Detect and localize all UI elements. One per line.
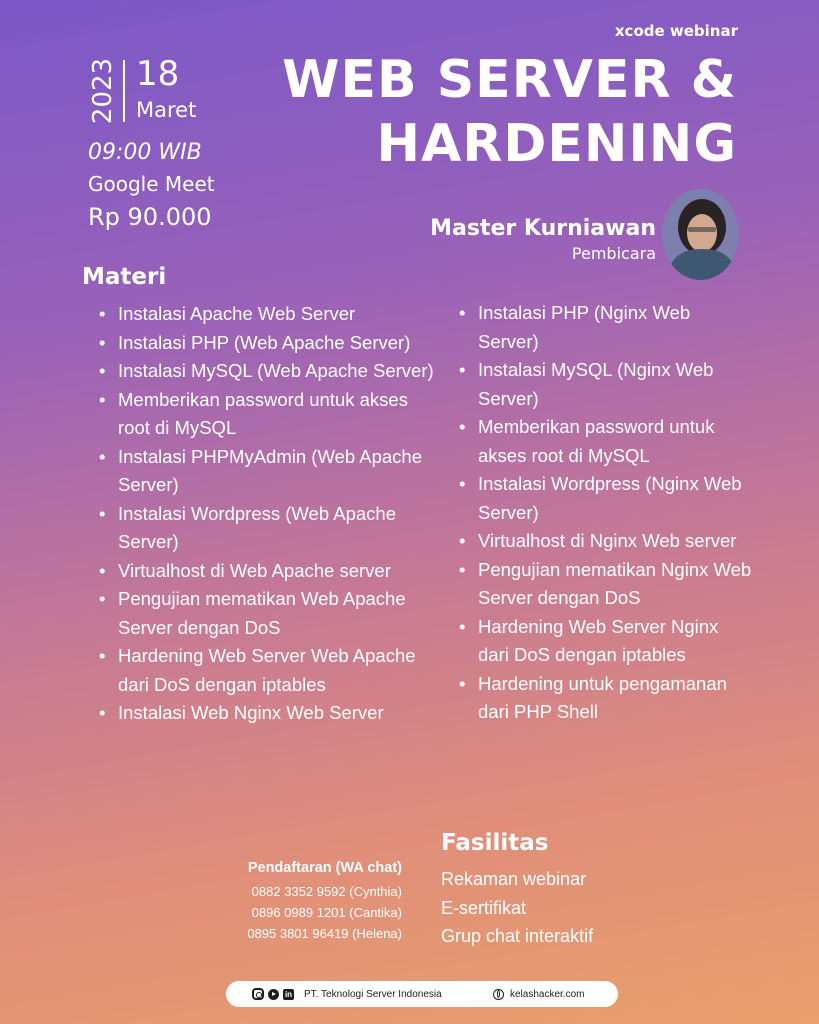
event-title xyxy=(282,48,737,176)
speaker-role: Pembicara xyxy=(571,244,656,263)
event-title-line2: HARDENING xyxy=(376,114,737,174)
list-item: • Virtualhost di Nginx Web server xyxy=(457,527,752,556)
speaker-name: Master Kurniawan xyxy=(430,216,656,241)
fasilitas-list xyxy=(441,865,593,951)
list-item: • Virtualhost di Web Apache server xyxy=(97,557,437,586)
list-item: • Instalasi MySQL (Nginx Web Server) xyxy=(457,356,752,413)
date-divider xyxy=(123,60,125,122)
list-item: Grup chat interaktif xyxy=(441,926,594,946)
list-item: • Pengujian mematikan Nginx Web Server dengan DoS xyxy=(457,556,752,613)
list-item: E-sertifikat xyxy=(441,897,527,918)
event-platform: Google Meet xyxy=(88,172,215,196)
event-day: 18 xyxy=(136,54,180,94)
registration-block xyxy=(190,860,402,944)
company-name: PT. Teknologi Server Indonesia xyxy=(304,988,442,1000)
youtube-icon[interactable] xyxy=(268,989,279,1000)
list-item: • Instalasi MySQL (Web Apache Server) xyxy=(97,357,437,386)
list-item: • Memberikan password untuk akses root di MySQL xyxy=(97,386,437,443)
list-item: • Instalasi Wordpress (Web Apache Server) xyxy=(97,500,437,557)
contact-helena: 0895 3801 96419 (Helena) xyxy=(247,926,402,941)
event-title-line1: WEB SERVER & xyxy=(282,50,737,110)
speaker-avatar xyxy=(662,189,739,280)
event-price: Rp 90.000 xyxy=(88,203,212,231)
list-item: • Instalasi PHPMyAdmin (Web Apache Server) xyxy=(97,443,437,500)
list-item: • Hardening Web Server Nginx dari DoS dengan iptables xyxy=(457,613,752,670)
list-item: • Memberikan password untuk akses root di MySQL xyxy=(457,413,752,470)
list-item: • Instalasi PHP (Web Apache Server) xyxy=(97,329,437,358)
event-time: 09:00 WIB xyxy=(88,140,202,165)
list-item: • Instalasi Apache Web Server xyxy=(97,300,437,329)
list-item: • Hardening untuk pengamanan dari PHP Shell xyxy=(457,670,752,727)
event-year: 2023 xyxy=(88,57,118,125)
materi-list-left xyxy=(97,300,437,728)
fasilitas-title: Fasilitas xyxy=(441,830,549,856)
footer-bar xyxy=(226,981,618,1007)
website-link[interactable]: kelashacker.com xyxy=(510,988,585,1000)
list-item: • Hardening Web Server Web Apache dari DoS dengan iptables xyxy=(97,642,437,699)
list-item: Rekaman webinar xyxy=(441,869,587,889)
linkedin-icon[interactable]: in xyxy=(284,989,293,999)
event-month: Maret xyxy=(136,98,197,122)
list-item: • Instalasi PHP (Nginx Web Server) xyxy=(457,299,752,356)
globe-icon xyxy=(493,989,504,1000)
brand-label: xcode webinar xyxy=(614,22,738,40)
list-item: • Pengujian mematikan Web Apache Server dengan DoS xyxy=(97,585,437,642)
registration-title: Pendaftaran (WA chat) xyxy=(247,860,402,876)
materi-list-right xyxy=(457,299,752,727)
contact-cynthia: 0882 3352 9592 (Cynthia) xyxy=(251,884,402,899)
list-item: • Instalasi Wordpress (Nginx Web Server) xyxy=(457,470,752,527)
materi-title: Materi xyxy=(82,264,167,290)
contact-cantika: 0896 0989 1201 (Cantika) xyxy=(251,905,402,920)
instagram-icon[interactable] xyxy=(252,988,264,1000)
list-item: • Instalasi Web Nginx Web Server xyxy=(97,699,437,728)
